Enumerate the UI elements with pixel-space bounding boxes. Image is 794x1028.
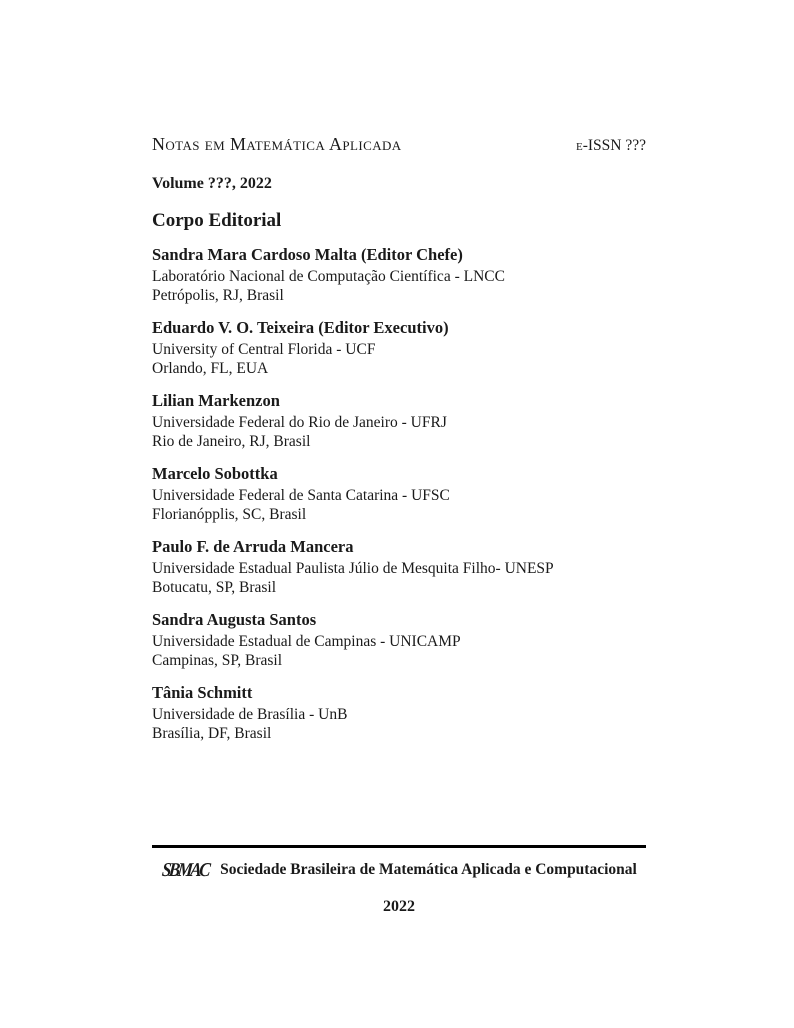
volume-line: Volume ???, 2022: [152, 175, 272, 192]
editor-entry-teixeira: [152, 317, 646, 378]
editor-affiliation: Universidade Federal do Rio de Janeiro - UFRJ: [152, 414, 447, 431]
sbmac-logo-icon: SBMAC: [161, 858, 210, 881]
document-header: [152, 134, 646, 155]
editor-location: Brasília, DF, Brasil: [152, 725, 272, 742]
editor-entry-markenzon: [152, 390, 646, 451]
editor-location: Rio de Janeiro, RJ, Brasil: [152, 433, 311, 450]
society-name: Sociedade Brasileira de Matemática Aplicada e Computacional: [220, 861, 637, 878]
editor-name: Paulo F. de Arruda Mancera: [152, 537, 354, 556]
editor-entry-schmitt: [152, 682, 646, 743]
footer-society-row: [152, 860, 646, 880]
editor-entry-sobottka: [152, 463, 646, 524]
section-title-corpo-editorial: Corpo Editorial: [152, 210, 282, 231]
editor-affiliation: Universidade Estadual de Campinas - UNICAMP: [152, 633, 461, 650]
editor-name: Lilian Markenzon: [152, 391, 280, 410]
editor-name: Sandra Augusta Santos: [152, 610, 317, 629]
issn-label: e-ISSN ???: [576, 137, 646, 154]
editor-location: Florianópplis, SC, Brasil: [152, 506, 307, 523]
document-page: [152, 134, 646, 743]
editor-affiliation: Universidade Estadual Paulista Júlio de Mesquita Filho- UNESP: [152, 560, 554, 577]
editor-affiliation: Universidade de Brasília - UnB: [152, 706, 348, 723]
footer-divider: [152, 845, 646, 848]
editor-name: Sandra Mara Cardoso Malta (Editor Chefe): [152, 245, 463, 264]
editor-name: Marcelo Sobottka: [152, 464, 278, 483]
editor-entry-mancera: [152, 536, 646, 597]
editor-name: Eduardo V. O. Teixeira (Editor Executivo): [152, 318, 449, 337]
footer-year: 2022: [383, 898, 415, 915]
journal-title: Notas em Matemática Aplicada: [152, 134, 402, 154]
editor-affiliation: Universidade Federal de Santa Catarina - UFSC: [152, 487, 450, 504]
editor-location: Orlando, FL, EUA: [152, 360, 269, 377]
editor-location: Petrópolis, RJ, Brasil: [152, 287, 284, 304]
editor-entry-santos: [152, 609, 646, 670]
editor-entry-malta: [152, 244, 646, 305]
editor-name: Tânia Schmitt: [152, 683, 253, 702]
editor-affiliation: Laboratório Nacional de Computação Científica - LNCC: [152, 268, 505, 285]
editor-location: Campinas, SP, Brasil: [152, 652, 283, 669]
editor-affiliation: University of Central Florida - UCF: [152, 341, 376, 358]
editor-location: Botucatu, SP, Brasil: [152, 579, 277, 596]
